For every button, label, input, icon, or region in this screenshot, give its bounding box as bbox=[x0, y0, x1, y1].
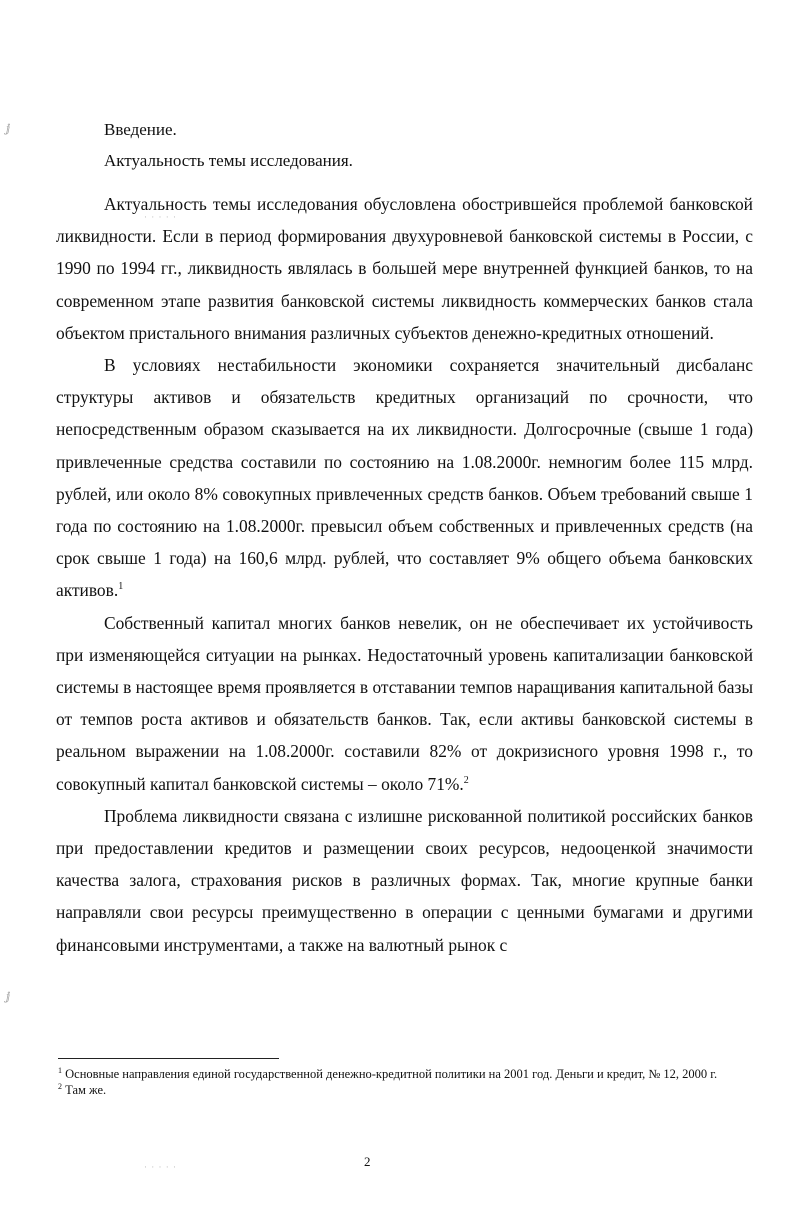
footnote-number: 1 bbox=[58, 1066, 62, 1075]
body-text bbox=[56, 188, 753, 961]
paragraph-2 bbox=[56, 349, 753, 607]
scan-speck: · · · · · bbox=[144, 1162, 177, 1172]
paragraph-4: Проблема ликвидности связана с излишне рискованной политикой российских банков при предоставлении кредитов и размещении своих ресурсов, недооценкой значимости качества залога, страхования рисков в различных формах. Так, многие крупные банки направляли свои ресурсы преимущественно в операции с ценными бумагами и другими финансовыми инструментами, а также на валютный рынок с bbox=[56, 805, 753, 955]
scan-speck: · · · · · bbox=[144, 212, 177, 222]
section-subtitle: Актуальность темы исследования. bbox=[104, 151, 353, 170]
footnote-text: Там же. bbox=[65, 1083, 107, 1097]
paragraph-3 bbox=[56, 607, 753, 800]
footnote-1 bbox=[58, 1066, 718, 1082]
footnote-number: 2 bbox=[58, 1082, 62, 1091]
margin-mark: ⅉ bbox=[6, 123, 10, 135]
footnote-ref-2: 2 bbox=[463, 774, 469, 786]
page-number: 2 bbox=[364, 1154, 371, 1169]
margin-mark: ⅉ bbox=[6, 991, 10, 1003]
footnotes bbox=[58, 1066, 718, 1098]
footnote-ref-1: 1 bbox=[118, 581, 124, 593]
paragraph-3-text: Собственный капитал многих банков невелик, он не обеспечивает их устойчивость при изменяющейся ситуации на рынках. Недостаточный уровень капитализации банковской системы в настоящее время проявляется в отставании темпов наращивания капитальной базы от темпов роста активов и обязательств банков. Так, если активы банковской системы в реальном выражении на 1.08.2000г. составили 82% от докризисного уровня 1998 г., то совокупный капитал банковской системы – около 71%. bbox=[56, 612, 754, 794]
paragraph-2-text: В условиях нестабильности экономики сохраняется значительный дисбаланс структуры активов и обязательств кредитных организаций по срочности, что непосредственным образом сказывается на их ликвидности. Долгосрочные (свыше 1 года) привлеченные средства составили по состоянию на 1.08.2000г. немногим более 115 млрд. рублей, или около 8% совокупных привлеченных средств банков. Объем требований свыше 1 года по состоянию на 1.08.2000г. превысил объем собственных и привлеченных средств (на срок свыше 1 года) на 160,6 млрд. рублей, что составляет 9% общего объема банковских активов. bbox=[56, 355, 753, 601]
section-title: Введение. bbox=[104, 120, 177, 139]
footnote-text: Основные направления единой государственной денежно-кредитной политики на 2001 год. Деньги и кредит, № 12, 2000 г. bbox=[65, 1067, 718, 1081]
footnote-divider bbox=[58, 1058, 279, 1059]
paragraph-1: Актуальность темы исследования обусловлена обострившейся проблемой банковской ликвидности. Если в период формирования двухуровневой банковской системы в России, с 1990 по 1994 гг., ликвидность являлась в большей мере внутренней функцией банков, то на современном этапе развития банковской системы ликвидность коммерческих банков стала объектом пристального внимания различных субъектов денежно-кредитных отношений. bbox=[56, 194, 753, 343]
footnote-2 bbox=[58, 1082, 718, 1098]
